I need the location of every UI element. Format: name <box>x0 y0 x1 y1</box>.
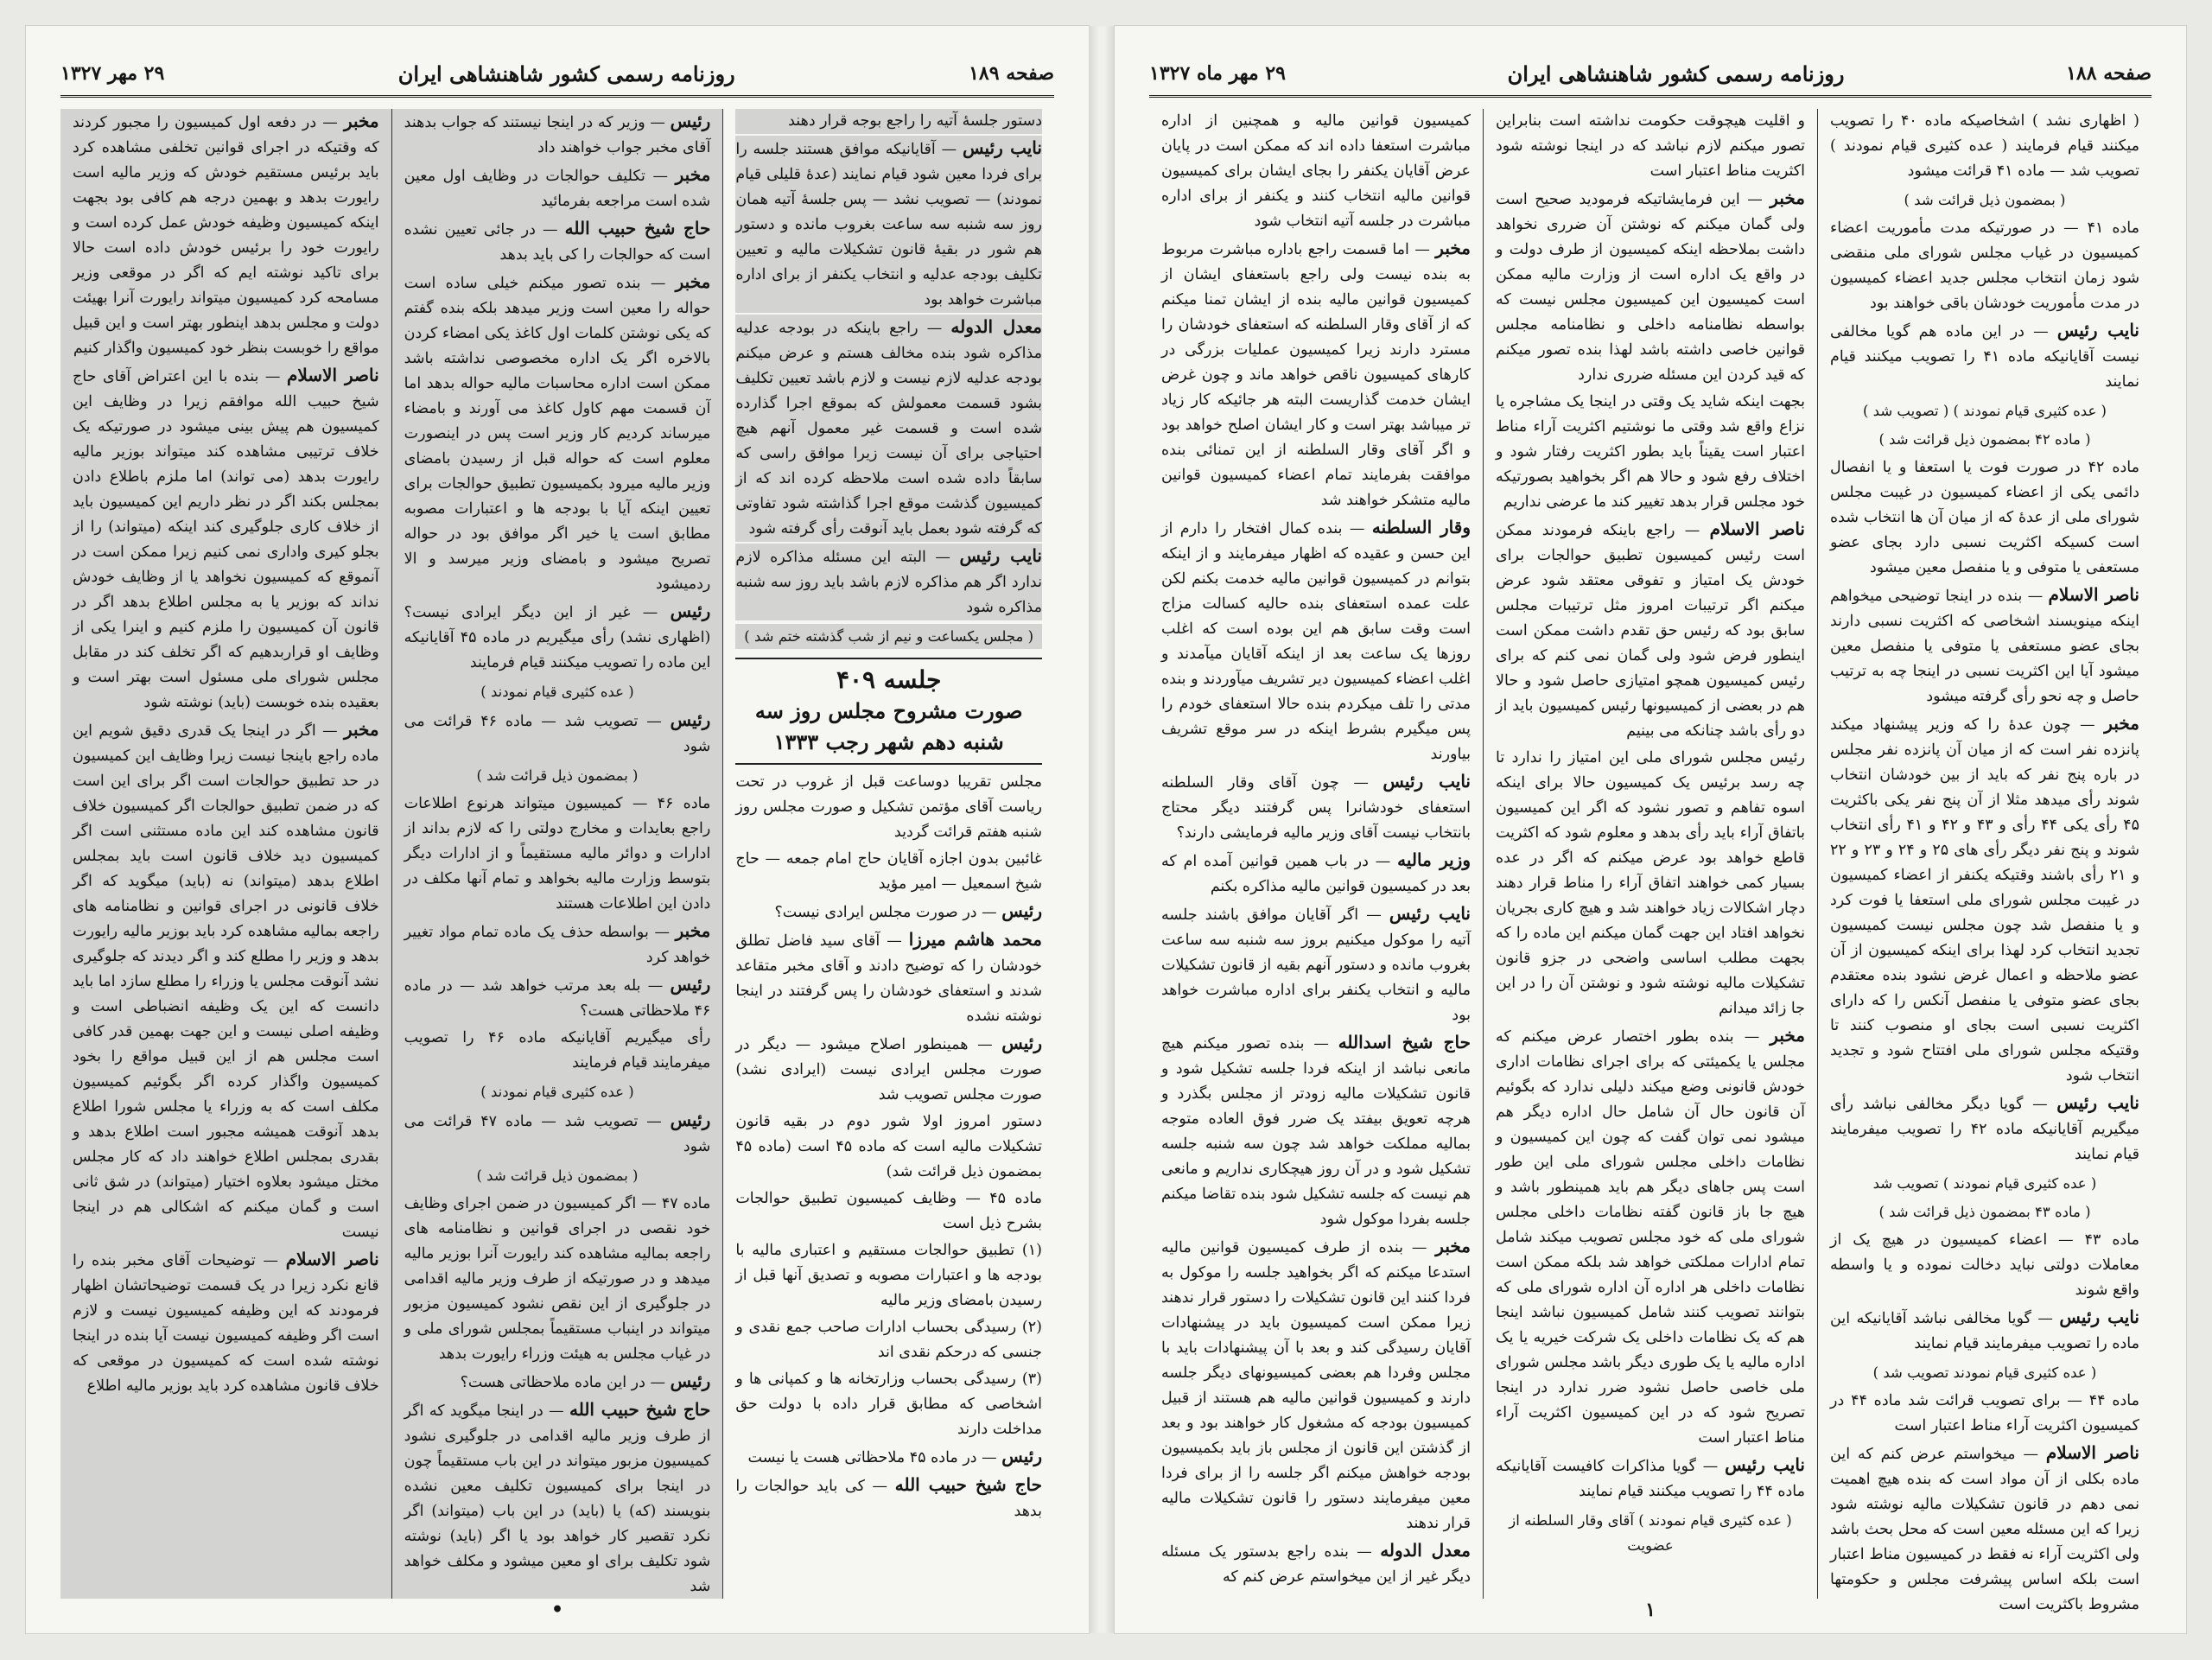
paragraph: ماده ۴۲ در صورت فوت یا استعفا و یا انفصال دائمی یکی از اعضاء کمیسیون در غیبت مجلس شورای ملی از عدهٔ که از میان آن ها انتخاب شده است کسیکه اکثریت نسبی دارد بجای عضو مستعفی یا متوفی و یا منفصل معین میشود <box>1830 459 2139 576</box>
paragraph: ( اظهاری نشد ) اشخاصیکه ماده ۴۰ را تصویب میکنند قیام فرمایند ( عده کثیری قیام نمودند ) تصویب شد — ماده ۴۱ قرائت میشود <box>1830 112 2139 180</box>
speech-text: — بواسطه حذف یک ماده تمام مواد تغییر خواهد کرد <box>404 924 711 966</box>
speech-text: — گویا دیگر مخالفی نباشد رأی میگیریم آقایانیکه ماده ۴۲ را تصویب میفرمایند قیام نمایند <box>1830 1096 2139 1163</box>
paragraph: رئیس مجلس شورای ملی این امتیاز را ندارد تا چه رسد برئیس یک کمیسیون حالا برای اینکه اسوه تفاهم و تصور نشود که اگر این کمیسیون باتفاق آراء باید رأی بدهد و معلوم شود که اکثریت قاطع خواهد بود عرض میکنم که اگر در عده بسیار کمی خواهند اتفاق آراء را مناط قرار دهند دچار اشکالات زیاد خواهند شد و هیچ کاری بجریان نخواهد افتاد این جهت گمان میکنم این ماده را که بجهت مطلب اساسی واضحی در جزو قانون تشکیلات مالیه نوشته شود و نوشتن آن را در این جا زائد میدانم <box>1496 749 1805 1017</box>
speaker-name: نایب رئیس <box>2056 320 2139 340</box>
vote-result: ( عده کثیری قیام نمودند ) <box>480 1084 634 1100</box>
speaker-name: مخبر <box>675 920 711 941</box>
speech-text: — میخواستم عرض کنم که این ماده بکلی از آن مواد است که بنده هیچ اهمیت نمی دهم در قانون تشکیلات مالیه نوشته شود زیرا که این مسئله معین است که محل بحث باشد ولی اکثریت آراء نه فقط در کمیسیون مناط اعتبار است بلکه اساس پیشرفت مجلس و حکومتها مشروط باکثریت است <box>1830 1446 2139 1613</box>
speaker-name: ناصر الاسلام <box>2045 1442 2139 1463</box>
speech-text: — در اینجا میگوید که اگر از طرف وزیر مالیه اقدامی در جلوگیری نشود کمیسیون مزبور میتواند در این باب مستقیماً چون در اینجا برای کمیسیون تکلیف معین نشده بنویسند (که) یا (باید) در این باب (میتواند) اگر نکرد تقصیر کار خواهد بود یا اگر (باید) نوشته شود تکلیف برای او معین میشود و مکلف خواهد شد <box>404 1402 711 1595</box>
speech-text: — بنده تصور میکنم هیچ مانعی نباشد از اینکه فردا جلسه تشکیل شود و قانون تشکیلات مالیه زودتر از مجلس بگذرد و هرچه تعویق بیفتد یک ضرر فوق العاده متوجه بمالیه مملکت خواهد شد چون سه شنبه جلسه تشکیل شود و در آن روز هیچکاری نداریم و مانعی هم نیست که جلسه تشکیل شود بنده تقاضا میکنم جلسه بفردا موکول شود <box>1161 1035 1471 1228</box>
speaker-name: حاج شیخ حبیب الله <box>564 218 711 239</box>
speech-text: — بنده راجع بدستور یک مسئله دیگر غیر از این میخواستم عرض کنم که <box>1161 1543 1471 1586</box>
speech-text: — تکلیف حوالجات در وظایف اول معین شده است مراجعه بفرمائید <box>404 168 711 210</box>
speech-text: — البته این مسئله مذاکره لازم ندارد اگر هم مذاکره لازم باشد باید روز سه شنبه مذاکره شود <box>735 549 1042 616</box>
speaker-name: مخبر <box>1435 238 1471 258</box>
speaker-name: حاج شیخ اسدالله <box>1338 1032 1471 1053</box>
speech <box>1161 1030 1471 1232</box>
speaker-name: رئیس <box>1001 1033 1042 1053</box>
paragraph: ماده ۴۴ — برای تصویب قرائت شد ماده ۴۴ در کمیسیون اکثریت آراء مناط اعتبار است <box>1830 1392 2140 1434</box>
paragraph: دستور امروز اولا شور دوم در بقیه قانون تشکیلات مالیه است که ماده ۴۵ است (ماده ۴۵ بمضمون ذیل قرائت شد) <box>735 1113 1042 1180</box>
speech: معدل الدوله — راجع باینکه در بودجه عدلیه مذاکره شود بنده مخالف هستم و عرض میکنم بودجه عدلیه لازم نیست و لازم باشد تعیین تکلیف بشود قسمت معمولش که بموقع اجرا گذارده شده است و قسمت غیر معمول آنهم هیچ احتیاجی برای آن نیست زیرا موافق راسی که سابقاً داده شده است ملاحظه کرده اند که از کمیسیون گذشت موقع اجرا گذاشته شود تفاوتی که گرفته شود بعمل باید آنوقت رأی گرفته شود <box>735 315 1042 542</box>
speaker-name: مخبر <box>2104 713 2139 734</box>
page-footer-mark: • <box>550 1599 564 1621</box>
right-page <box>1115 26 2186 1633</box>
speech <box>1161 848 1471 900</box>
vote-result: ( عده کثیری قیام نمودند ) آقای وقار السلطنه از عضویت <box>1509 1512 1792 1554</box>
speech-text: — در ماده ۴۵ ملاحظاتی هست یا نیست <box>747 1449 997 1466</box>
speaker-name: مخبر <box>343 111 379 131</box>
speaker-name: محمد هاشم میرزا <box>908 929 1042 950</box>
speaker-name: رئیس <box>670 1371 711 1391</box>
session-number: جلسه ۴۰۹ <box>836 665 942 694</box>
speech-text: — بنده با این اعتراض آقای حاج شیخ حبیب الله موافقم زیرا در وظایف این کمیسیون هم پیش بینی میشود در صورتیکه یک خلاف ترتیبی مشاهده کند میتواند بوزیر مالیه رایورت بدهد (می تواند) اما ملزم باطلاع دادن بمجلس بکند اگر در نظر داریم این کمیسیون باید از خلاف کاری جلوگیری کند اینکه (میتواند) را از بجلو کیری واداری نمی کنیم زیرا ممکن است در آنموقع که کمیسیون نخواهد یا از وظایف خودش نداند که بوزیر یا به مجلس اطلاع بدهد اگر در قانون آن کمیسیون را ملزم کنیم و اینرا یکی از وظایف او قراربدهیم که اگر تخلف کند در مقابل مجلس شورای ملی مسئول است بهتر است و بعقیده بنده خوبست (باید) نوشته شود <box>72 368 379 711</box>
speech <box>1496 517 1805 744</box>
reading-note: ( ماده ۴۲ بمضمون ذیل قرائت شد ) <box>1878 431 2091 448</box>
paragraph: بجهت اینکه شاید یک وقتی در اینجا یک مشاجره یا نزاع واقع شد وقتی ما نوشتیم اکثریت آراء مناط اعتبار است یقیناً باید بطور اکثریت رفتار شود و اختلاف رفع شود و حالا هم اگر بخواهید بصورتیکه خود مجلس قرار بدهد تغییر کند ما عرضی نداریم <box>1496 393 1805 511</box>
speech-text: — در این ماده هم گویا مخالفی نیست آقایانیکه ماده ۴۱ را تصویب میکنند قیام نمایند <box>1830 323 2139 391</box>
speech-text: — بنده از طرف کمیسیون قوانین مالیه استدعا میکنم که اگر بخواهید جلسه را موکول به فردا کنند این قانون تشکیلات را دستور قرار ندهند زیرا ممکن است کمیسیون باید در پیشنهادات آقایان رسیدگی کند و بعد با آن پیشنهادات باید با مجلس وفردا هم بعضی کمیسیونهای دیگر جلسه دارند و کمیسیون قوانین مالیه هم هستند از قبیل کمیسیون بودجه که مشغول کار خواهند بود و بعد از گذشتن این قانون از مجلس باز باید بکمیسیون بودجه خواهش میکنم اگر جلسه را از برای فردا معین میفرمایند دستور را قانون تشکیلات مالیه قرار ندهند <box>1161 1239 1471 1532</box>
speech <box>1830 1091 2139 1167</box>
speech <box>1161 901 1471 1028</box>
speech <box>404 216 711 268</box>
right-page-header <box>1149 52 2152 98</box>
column-3 <box>60 109 391 1599</box>
speaker-name: نایب رئیس <box>963 137 1042 158</box>
speech-text: — چون عدهٔ را که وزیر پیشنهاد میکند پانزده نفر است که از میان آن پانزده نفر مجلس در باره پنج نفر که باید از بین خودشان انتخاب شوند رأی میدهد مثلا از آن پنج نفر یکی باکثریت ۴۵ رأی یکی ۴۴ رأی و ۴۳ و ۴۲ و ۴۱ رأی انتخاب شوند و پنج نفر دیگر رأی های ۲۵ و ۲۴ و ۲۳ و ۲۲ و ۲۱ رأی باشند وقتیکه یکنفر از اعضاء کمیسیون در غیبت مجلس شورای ملی استعفا یا فوت کرد و یا منفصل شد چون مجلس نیست کمیسیون تجدید انتخاب کرد لهذا برای اینکه کمیسیون از آن عضو ملاحظه و اعمال غرض نشود بنده معتقدم بجای عضو متوفی یا منفصل آنکس را که دارای اکثریت نسبی است بجای او منصوب کنند تا وقتیکه مجلس شورای ملی افتتاح شود و تجدید انتخاب شود <box>1830 716 2140 1084</box>
speaker-name: حاج شیخ حبیب الله <box>569 1399 711 1420</box>
reading-note: ( بمضمون ذیل قرائت شد ) <box>476 1167 639 1184</box>
speech <box>1496 1453 1805 1504</box>
speaker-name: ناصر الاسلام <box>285 1249 379 1269</box>
paragraph: ماده ۴۶ — کمیسیون میتواند هرنوع اطلاعات راجع بعایدات و مخارج دولتی را که لازم بداند از ادارات و دوائر مالیه مستقیماً و از ادارات دیگر بتوسط وزارت مالیه بخواهد و تمام آنها مکلف در دادن این اطلاعات هستند <box>404 795 711 913</box>
speech-text: — کی باید حوالجات را بدهد <box>735 1478 1042 1520</box>
page-gutter <box>1089 26 1115 1633</box>
speech <box>404 1397 711 1600</box>
speaker-name: نایب رئیس <box>959 545 1042 566</box>
session-title: صورت مشروح مجلس روز سه شنبه دهم شهر رجب ۱۳۳۳ <box>754 698 1023 754</box>
speaker-name: ناصر الاسلام <box>1709 518 1805 539</box>
vote-result: ( عده کثیری قیام نمودند تصویب شد ) <box>1872 1364 2097 1381</box>
speaker-name: رئیس <box>670 601 711 621</box>
speech <box>1830 1441 2139 1618</box>
speaker-name: رئیس <box>670 709 711 730</box>
speech <box>404 270 711 597</box>
speech <box>73 109 379 361</box>
speaker-name: نایب رئیس <box>2059 1307 2139 1327</box>
speech-text: — غیر از این دیگر ایرادی نیست؟ (اظهاری نشد) رأی میگیریم در ماده ۴۵ آقایانیکه این ماده را تصویب میکنند قیام فرمایند <box>404 604 711 671</box>
speaker-name: نایب رئیس <box>1725 1454 1805 1475</box>
reading-note: ( بمضمون ذیل قرائت شد ) <box>476 767 639 784</box>
speech-text: — گویا مذاکرات کافیست آقایانیکه ماده ۴۴ را تصویب میکنند قیام نمایند <box>1496 1458 1805 1500</box>
speech <box>404 1108 711 1160</box>
speaker-name: وزیر مالیه <box>1397 849 1471 870</box>
paragraph: دستور جلسهٔ آتیه را راجع بوجه قرار دهند <box>735 109 1042 134</box>
speech <box>73 363 379 716</box>
speech-text: — بنده در اینجا توضیحی میخواهم اینکه مینویسند اشخاصی که اکثریت نسبی دارند بجای عضو مستعفی یا متوفی یا منفصل معین میشود آیا این اکثریت نسبی در اینجا چه به ترتیب حاصل و چه نحو رأی گرفته میشود <box>1830 588 2139 705</box>
speech <box>735 1472 1042 1524</box>
paragraph: غائبین بدون اجازه آقایان حاج امام جمعه — حاج شیخ اسمعیل — امیر مؤید <box>735 850 1042 893</box>
speech <box>404 708 711 760</box>
column-3 <box>1149 109 1483 1599</box>
speech-text: — اگر در اینجا یک قدری دقیق شویم این ماده راجع باینجا نیست زیرا وظایف این کمیسیون در حد تطبیق حوالجات است اگر برای این است که در ضمن تطبیق حوالجات اگر کمیسیون خلاف قانون مشاهده کند این ماده مستثنی است اگر کمیسیون دید خلاف قانون است باید بمجلس اطلاع بدهد (میتواند) نه (باید) میگوید که اگر خلاف قانونی در اجرای قوانین و نظامنامه های راجعه بمالیه مشاهده کرد باید بوزیر مالیه رایورت بدهد و وزیر را مطلع کند و اگر دیدند که جلوگیری نشد آنوقت مجلس یا وزراء را مطلع سازد اما باید دانست که این یک وظیفه انضباطی است و وظیفه اصلی نیست و این جهت بهمین قدر کافی است مجلس هم از این قبیل مواقع را بخود کمیسیون واگذار کرده اگر بگوئیم کمیسیون مکلف است که به وزراء یا مجلس شورا اطلاع بدهد آنوقت همیشه مجبور است اطلاع بدهد و بقدری بمجلس اطلاع خواهند داد که کار مجلس مختل میشود بعلاوه اختیار (میتواند) در شق ثانی است و گمان میکنم که اشکالی هم در اینجا نیست <box>72 722 379 1241</box>
vote-result: ( عده کثیری قیام نمودند ) تصویب شد <box>1872 1175 2097 1192</box>
speech-text: — راجع باینکه فرمودند ممکن است رئیس کمیسیون تطبیق حوالجات برای خودش یک امتیاز و تفوقی معتقد شود عرض میکنم اگر ترتیبات امروز مثل ترتیبات مجلس سابق بود که رئیس حق تقدم داشت ممکن است اینطور فرض شود ولی گمان نمی کنم که برای رئیس کمیسیون همچو امتیازی حاصل شود و حالا هم در بعضی از کمیسیونها رئیس کمیسیون باید از دو رأی باشد چنانکه می بینیم <box>1496 522 1805 740</box>
speech-text: — اما قسمت راجع باداره مباشرت مربوط به بنده نیست ولی راجع باستعفای ایشان از کمیسیون قوانین مالیه بنده از ایشان تمنا میکنم که از آقای وقار السلطنه که استعفای خودشان را مسترد دارند زیرا کمیسیون عملیات بزرگی در کارهای کمیسیون ناقص خواهد ماند و چون غرض ایشان خدمت گذاریست البته هر جائیکه کار زیاد تر میباشد بهتر است و کار ایشان اصلح خواهد بود و اگر آقای وقار السلطنه از این تمنائی بنده موافقت بفرمایند تمام اعضاء کمیسیون قوانین مالیه متشکر خواهند شد <box>1161 241 1471 509</box>
speech-text: — این فرمایشاتیکه فرمودید صحیح است ولی گمان میکنم که نوشتن آن ضرری نخواهد داشت بملاحظه اینکه کمیسیون از طرف دولت و در واقع یک اداره است از وزارت مالیه ممکن است کمیسیون این کمیسیون مجلس نیست که بواسطه نظامنامه داخلی و نظامنامه مجلس قوانین خاصی داشته باشد لهذا بنده تصور میکنم که قید کردن این مسئله ضرری ندارد <box>1496 191 1805 384</box>
speech <box>735 899 1042 925</box>
paragraph: (۳) رسیدگی بحساب وزارتخانه ها و کمپانی ها و اشخاصی که مطابق قرار داده با دولت حق مداخلت دارند <box>735 1371 1042 1438</box>
speaker-name: معدل الدوله <box>1380 1540 1471 1561</box>
speech <box>735 136 1042 313</box>
paragraph: ماده ۴۱ — در صورتیکه مدت مأموریت اعضاء کمیسیون در غیاب مجلس شورای ملی منقضی شود زمان انتخاب مجلس جدید اعضاء کمیسیون در مدت مأموریت خودشان باقی خواهند بود <box>1830 219 2140 312</box>
speech-text: — بنده کمال افتخار را دارم از این حسن و عقیده که اظهار میفرمایند و از اینکه بتوانم در کمیسیون قوانین مالیه خدمت بکنم لکن علت عمده استعفای بنده حالیه کسالت مزاج است وقت سابق هم این بوده است که اغلب روزها یک ساعت بعد از اینکه آقایان میآمدند و اغلب اعضاء کمیسیون دیر تشریف میآوردند و بنده مدتی را تلف میکردم بنده حالا استعفای خودم را پس میگیرم بشرط اینکه در سر موقع تشریف بیاورند <box>1161 520 1471 763</box>
speech-text: راجع باینکه در بودجه عدلیه مذاکره شود بنده مخالف هستم و عرض میکنم بودجه عدلیه لازم نیست و لازم باشد تعیین تکلیف بشود قسمت معمولش که بموقع اجرا گذارده شده است و قسمت غیر معمول آنهم هیچ احتیاجی برای آن نیست زیرا موافق راسی که سابقاً داده شده است ملاحظه کرده اند که از کمیسیون گذشت موقع اجرا گذاشته شود تفاوتی که گرفته شود بعمل باید آنوقت رأی گرفته شود <box>735 320 1042 537</box>
speaker-name: مخبر <box>1435 1236 1471 1256</box>
speech-text: — در این ماده ملاحظاتی هست؟ <box>460 1374 665 1391</box>
speech-text: — در جائی تعیین نشده است که حوالجات را کی باید بدهد <box>404 221 711 264</box>
speech-text: — آقای سید فاضل تطلق خودشان را که توضیح دادند و آقای مخبر متقاعد شدند و استعفای خودشان را پس گرفتند در اینجا نوشته نشده <box>735 932 1042 1025</box>
column-2 <box>391 109 723 1599</box>
paragraph: (۱) تطبیق حوالجات مستقیم و اعتباری مالیه با بودجه ها و اعتبارات مصوبه و تصدیق آنها قبل از رسیدن بامضای وزیر مالیه <box>735 1242 1042 1309</box>
paragraph: ماده ۴۵ — وظایف کمیسیون تطبیق حوالجات بشرح ذیل است <box>735 1190 1043 1232</box>
speech-text: — اگر آقایان موافق باشند جلسه آتیه را موکول میکنیم بروز سه شنبه سه ساعت بغروب مانده و دستور آنهم بقیه از قانون تشکیلات مالیه و انتخاب یکنفر برای اداره مباشرت خواهد بود <box>1161 906 1471 1024</box>
speech <box>404 1369 711 1396</box>
speaker-name: نایب رئیس <box>1389 903 1471 924</box>
speech <box>735 927 1042 1029</box>
speech <box>1496 186 1805 388</box>
speech <box>73 717 379 1245</box>
speaker-name: معدل الدوله <box>950 316 1042 337</box>
paragraph: ماده ۴۷ — اگر کمیسیون در ضمن اجرای وظایف خود نقصی در اجرای قوانین و نظامنامه های راجعه بمالیه مشاهده کند رایورت آنرا بوزیر مالیه میدهد و در صورتیکه از طرف وزیر مالیه اقدامی در جلوگیری از این نقص نشود کمیسیون مزبور میتواند در اینباب مستقیماً بمجلس شورای ملی و در غیاب مجلس به هیئت وزراء رایورت بدهد <box>404 1195 711 1363</box>
speaker-name: رئیس <box>670 111 711 131</box>
column-1 <box>722 109 1054 1599</box>
reading-note: ( ماده ۴۳ بمضمون ذیل قرائت شد ) <box>1878 1204 2091 1220</box>
speaker-name: ناصر الاسلام <box>2048 584 2139 605</box>
left-page <box>26 26 1089 1633</box>
speaker-name: رئیس <box>1001 1446 1042 1466</box>
speaker-name: رئیس <box>670 1110 711 1130</box>
paragraph: (۲) رسیدگی بحساب ادارات صاحب جمع نقدی و جنسی که درحکم نقدی اند <box>735 1319 1042 1361</box>
page-number: صفحه ۱۸۸ <box>2066 62 2152 85</box>
speech-text: — تصویب شد — ماده ۴۷ قرائت می شود <box>404 1113 711 1155</box>
speech-text: — توضیحات آقای مخبر بنده را قانع نکرد زیرا در یک قسمت توضیحاتشان اظهار فرمودند که این وظیفه کمیسیون نیست و لازم است اگر وظیفه کمیسیون نیست آیا بنده در اینجا نوشته شده است که کمیسیون در موقعی که خلاف قانون مشاهده کرد باید بوزیر مالیه اطلاع <box>72 1252 379 1395</box>
speech <box>404 162 711 214</box>
right-page-columns <box>1149 109 2152 1613</box>
column-1 <box>1817 109 2152 1613</box>
speech <box>1161 1538 1471 1590</box>
speech-text: — بله بعد مرتب خواهد شد — در ماده ۴۶ ملاحظاتی هست؟ <box>404 977 711 1020</box>
speaker-name: ناصر الاسلام <box>286 365 379 385</box>
speech <box>1496 1023 1805 1451</box>
speaker-name: مخبر <box>343 719 379 740</box>
page-number: صفحه ۱۸۹ <box>969 62 1054 85</box>
speaker-name: نایب رئیس <box>1382 771 1471 792</box>
speech-text: — گویا مخالفی نباشد آقایانیکه این ماده را تصویب میفرمایند قیام نمایند <box>1830 1310 2139 1352</box>
speaker-name: مخبر <box>1770 188 1805 208</box>
speech <box>735 1031 1042 1108</box>
speaker-name: رئیس <box>670 974 711 995</box>
paragraph: رأی میگیریم آقایانیکه ماده ۴۶ را تصویب میفرمایند قیام فرمایند <box>404 1029 711 1072</box>
speech <box>1161 1234 1471 1536</box>
paragraph: کمیسیون قوانین مالیه و همچنین از اداره مباشرت استعفا داده اند که ممکن است در پایان عرض آقایان یکنفر را بجای ایشان برای کمیسیون قوانین مالیه انتخاب کنند و یکنفر از برای اداره مباشرت در جلسه آتیه انتخاب شود <box>1161 112 1471 230</box>
speech <box>404 972 711 1024</box>
speech <box>404 109 711 161</box>
page-footer-mark: ۱ <box>1645 1599 1656 1621</box>
speaker-name: مخبر <box>675 271 711 292</box>
speech <box>1161 236 1471 513</box>
speech <box>73 1247 379 1399</box>
session-heading <box>735 658 1042 765</box>
speaker-name: مخبر <box>1770 1025 1805 1046</box>
paragraph: و اقلیت هیچوقت حکومت نداشته است بنابراین تصور میکنم لازم نباشد که در اینجا نوشته شود اکثریت مناط اعتبار است <box>1496 112 1805 180</box>
issue-date: ۲۹ مهر ماه ۱۳۲۷ <box>1149 62 1286 85</box>
speech <box>1830 318 2139 395</box>
speech <box>735 544 1042 620</box>
speech-text: — بنده تصور میکنم خیلی ساده است حواله را معین است وزیر میدهد بلکه بنده گفتم که یکی نوشتن کلمات اول کاغذ یکی امضاء کردن بالاخره اگر یک اداره مخصوصی نداشته باشد ممکن است اداره محاسبات مالیه حواله بدهد اما آن قسمت مهم کاول کاغذ می آورند و بامضاء میرساند کردیم کار وزیر است پس در اینصورت معلوم است که حواله قبل از رسیدن بامضای وزیر مالیه میرود بکمیسیون تطبیق حوالجات برای تعیین اینکه آیا با بودجه ها و اعتبارات مصوبه مطابق است یا خیر اگر موافق بود در حواله تصریح میشود و بامضای وزیر میرسد و الا ردمیشود <box>404 275 711 593</box>
vote-result: ( عده کثیری قیام نمودند ) ( تصویب شد ) <box>1862 403 2107 419</box>
speech <box>1830 582 2139 709</box>
left-page-columns <box>60 109 1054 1599</box>
speech <box>404 919 711 970</box>
speech-text: — وزیر که در اینجا نیستند که جواب بدهند آقای مخبر جواب خواهند داد <box>404 114 711 156</box>
speaker-name: وقار السلطنه <box>1371 517 1471 537</box>
paragraph: مجلس تقریبا دوساعت قبل از غروب در تحت ریاست آقای مؤتمن تشکیل و صورت مجلس روز شنبه هفتم قرائت گردید <box>735 773 1042 841</box>
speaker-name: مخبر <box>675 164 711 185</box>
column-2 <box>1483 109 1817 1599</box>
left-page-header <box>60 52 1054 98</box>
speech <box>404 599 711 676</box>
speech-text: — در صورت مجلس ایرادی نیست؟ <box>774 904 997 921</box>
newspaper-title: روزنامه رسمی کشور شاهنشاهی ایران <box>1507 60 1845 86</box>
speech-text: — بنده بطور اختصار عرض میکنم که مجلس یا یکمیئتی که برای اجرای نظامات اداری خودش قانونی وضع میکند دلیلی ندارد که بگوئیم آن قانون حال آن شامل حال اداره دیگر هم میشود نمی توان گفت که چون این کمیسیون و نظامات داخلی مجلس شورای ملی این طور است پس جاهای دیگر هم باید همینطور باشد و هیچ جا باز قانون گفته نظامات داخلی مجلس شورای ملی که خود مجلس تصویب میکند شامل تمام ادارات مملکتی خواهد شد بلکه ممکن است نظامات داخلی هر اداره آن اداره شورای ملی که بتوانند تصویب کنند شامل کمیسیون نباشد اینجا هم که یک نظامات داخلی یک شرکت خیریه یا یک اداره مالیه یا یک طوری دیگر باشد مجلس شورای ملی خاصی حاصل نشود ضرر ندارد در اینجا تصریح شود که در این کمیسیون اکثریت آراء مناط اعتبار است <box>1496 1028 1805 1447</box>
speaker-name: نایب رئیس <box>2056 1092 2139 1113</box>
speech-text: — آقایانیکه موافق هستند جلسه را برای فردا معین شود قیام نمایند (عدهٔ قلیلی قیام نمودند) — تصویب نشد — پس جلسهٔ آتیه همان روز سه شنبه سه ساعت بغروب مانده و دستور هم شور در بقیهٔ قانون تشکیلات مالیه و تعیین تکلیف بودجه عدلیه و انتخاب یکنفر از برای اداره مباشرت خواهد بود <box>735 141 1042 308</box>
paragraph: ماده ۴۳ — اعضاء کمیسیون در هیچ یک از معاملات دولتی نباید دخالت نموده و یا واسطه واقع شوند <box>1830 1231 2140 1299</box>
speech <box>1161 769 1471 846</box>
speech-text: — چون آقای وقار السلطنه استعفای خودشانرا پس گرفتند دیگر محتاج بانتخاب نیست آقای وزیر مالیه فرمایشی دارند؟ <box>1161 774 1471 842</box>
speech <box>1830 1305 2139 1357</box>
speech <box>1161 515 1471 767</box>
speaker-name: رئیس <box>1001 900 1042 921</box>
speaker-name: حاج شیخ حبیب الله <box>894 1474 1042 1495</box>
newspaper-title: روزنامه رسمی کشور شاهنشاهی ایران <box>397 60 735 86</box>
session-close-note: ( مجلس یکساعت و نیم از شب گذشته ختم شد ) <box>735 624 1042 649</box>
speech-text: — در باب همین قوانین آمده ام که بعد در کمیسیون قوانین مالیه مذاکره بکنم <box>1161 853 1471 895</box>
speech <box>735 1444 1042 1471</box>
speech-text: — تصویب شد — ماده ۴۶ قرائت می شود <box>404 713 711 755</box>
issue-date: ۲۹ مهر ۱۳۲۷ <box>60 62 165 85</box>
speech <box>1830 711 2139 1089</box>
speech-text: — همینطور اصلاح میشود — دیگر در صورت مجلس ایرادی نیست (ایرادی نشد) صورت مجلس تصویب شد <box>735 1036 1042 1103</box>
vote-result: ( عده کثیری قیام نمودند ) <box>480 684 634 700</box>
speech-text: — در دفعه اول کمیسیون را مجبور کردند که وقتیکه در اجرای قوانین تخلفی مشاهده کرد باید برئیس مستقیم خودش که وزیر مالیه است رایورت بدهد و بهمین درجه هم کافی بود بجهت اینکه کمیسیون وظیفه خودش عمل کرده است و رایورت خود را برئیس خودش داده است حالا برای تاکید نوشته ایم که اگر در موقعی وزیر مسامحه کرد کمیسیون میتواند رایورت آنرا بهیئت دولت و مجلس بدهد اینطور بهتر است و این قبیل مواقع را خوبست بنظر خود کمیسیون واگذار کنیم <box>72 114 379 357</box>
reading-note: ( بمضمون ذیل قرائت شد ) <box>1904 192 2066 208</box>
